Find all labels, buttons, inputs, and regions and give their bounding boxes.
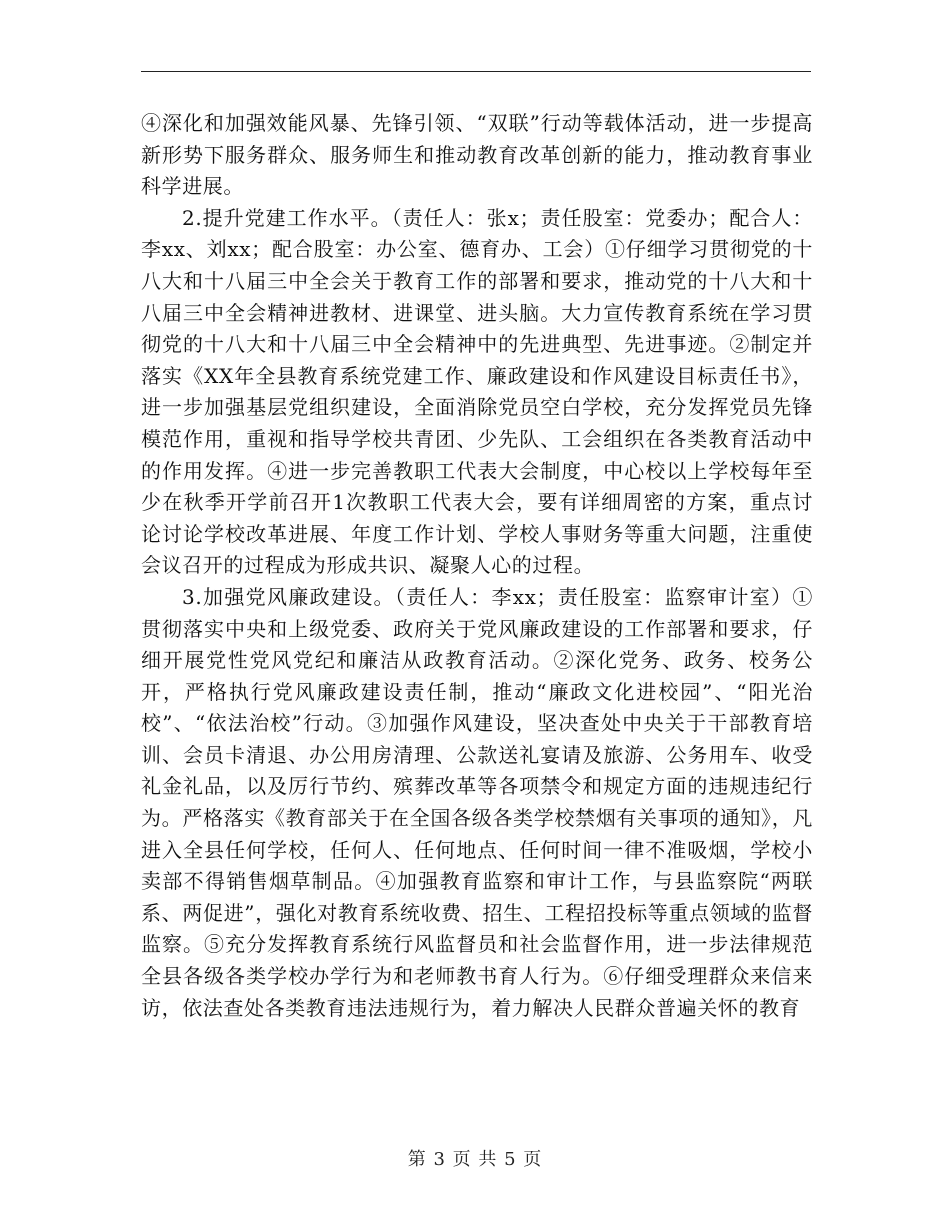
paragraph-3: 3.加强党风廉政建设。（责任人：李xx；责任股室：监察审计室）①贯彻落实中央和上级党委、政府关于党风廉政建设的工作部署和要求，仔细开展党性党风党纪和廉洁从政教育活动。②深化党务、政务、校务公开，严格执行党风廉政建设责任制，推动“廉政文化进校园”、“阳光治校”、“依法治校”行动。③加强作风建设，坚决查处中央关于干部教育培训、会员卡清退、办公用房清理、公款送礼宴请及旅游、公务用车、收受礼金礼品，以及厉行节约、殡葬改革等各项禁令和规定方面的违规违纪行为。严格落实《教育部关于在全国各级各类学校禁烟有关事项的通知》，凡进入全县任何学校，任何人、任何地点、任何时间一律不准吸烟，学校小卖部不得销售烟草制品。④加强教育监察和审计工作，与县监察院“两联系、两促进”，强化对教育系统收费、招生、工程招投标等重点领域的监督监察。⑤充分发挥教育系统行风监督员和社会监督作用，进一步法律规范全县各级各类学校办学行为和老师教书育人行为。⑥仔细受理群众来信来访，依法查处各类教育违法违规行为，着力解决人民群众普遍关怀的教育 <box>141 584 813 1020</box>
paragraph-1: ④深化和加强效能风暴、先锋引领、“双联”行动等载体活动，进一步提高新形势下服务群众、服务师生和推动教育改革创新的能力，推动教育事业科学进展。 <box>141 111 813 199</box>
page-number: 第 3 页 共 5 页 <box>407 1149 543 1170</box>
document-body <box>141 108 813 1024</box>
header-rule <box>141 71 811 72</box>
paragraph-2: 2.提升党建工作水平。（责任人：张x；责任股室：党委办；配合人：李xx、刘xx；配合股室：办公室、德育办、工会）①仔细学习贯彻党的十八大和十八届三中全会关于教育工作的部署和要求，推动党的十八大和十八届三中全会精神进教材、进课堂、进头脑。大力宣传教育系统在学习贯彻党的十八大和十八届三中全会精神中的先进典型、先进事迹。②制定并落实《XX年全县教育系统党建工作、廉政建设和作风建设目标责任书》，进一步加强基层党组织建设，全面消除党员空白学校，充分发挥党员先锋模范作用，重视和指导学校共青团、少先队、工会组织在各类教育活动中的作用发挥。④进一步完善教职工代表大会制度，中心校以上学校每年至少在秋季开学前召开1次教职工代表大会，要有详细周密的方案，重点讨论讨论学校改革进展、年度工作计划、学校人事财务等重大问题，注重使会议召开的过程成为形成共识、凝聚人心的过程。 <box>141 205 813 578</box>
